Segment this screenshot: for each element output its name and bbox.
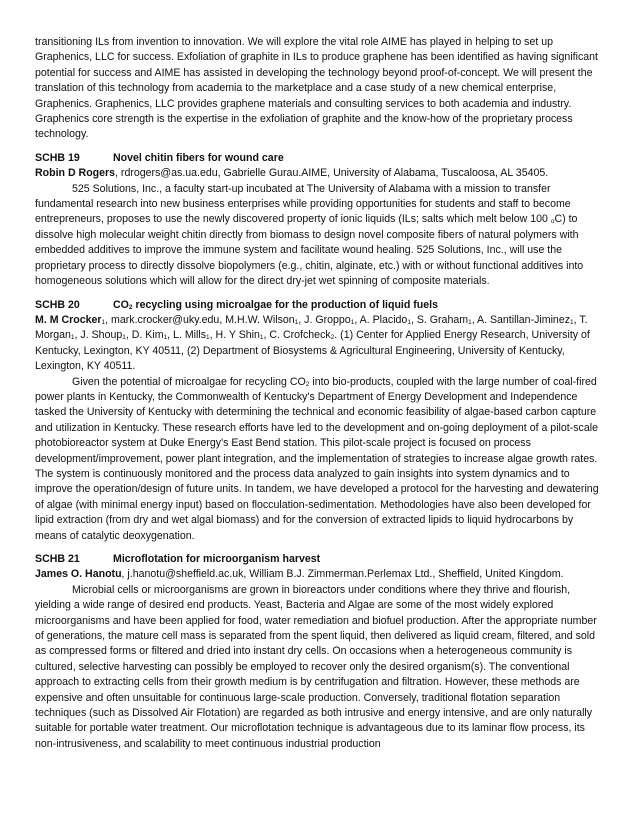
body-text: into bio-products, coupled with the large number of coal-fired power plants in Kentucky, the Commonwealth of Kentucky's Department of Energy Development and Independence tasked the University of Kentucky with determining the technical and economic feasibility of algae-based carbon capture and utilization in Kentucky. These research efforts have led to the development and on-going deployment of a pilot-scale photobioreactor system at Duke Energy's East Bend station. This pilot-scale project is focused on process development/improvement, power plant integration, and the implementation of strategies to increase algae growth rates. The system is continuously monitored and the process data analyzed to gain insights into system dynamics and to improve the operation/design of future units. In tandem, we have developed a protocol for the harvesting and dewatering of algae (with minimal energy input) based on flocculation-sedimentation. Methodologies have also been developed for lipid extraction (from dry and wet algal biomass) and for the conversion of extracted lipids to liquid hydrocarbons by means of catalytic deoxygenation. — [35, 375, 599, 542]
abstract-schb21 — [35, 552, 605, 752]
affiliation-mark: 1 — [163, 334, 168, 342]
author-details: , A. Santillan-Jiminez — [471, 313, 571, 326]
abstract-authors — [35, 567, 605, 582]
body-text: C) to dissolve high molecular weight chitin directly from biomass to design novel composite fibers of natural polymers with embedded additives to improve the immune system and facilitate wound healing. 525 Solutions, Inc., will use the proprietary process to directly dissolve biopolymers (e.g., chitin, alginate, etc.) with or without functional additives into homogeneous solutions which will allow for the direct dry-jet wet spinning of composite materials. — [35, 213, 584, 288]
subscript: 2 — [305, 380, 310, 388]
author-details: , A. Placido — [354, 313, 408, 326]
author-details: , H. Y Shin — [209, 329, 260, 342]
affiliation-mark: 1 — [70, 334, 75, 342]
abstract-heading — [35, 552, 605, 567]
spacer — [35, 143, 605, 151]
abstract-authors — [35, 313, 605, 375]
document-page — [35, 35, 605, 752]
author-details: , D. Kim — [125, 329, 164, 342]
author-details: , J. Groppo — [298, 313, 351, 326]
abstract-body: Microbial cells or microorganisms are grown in bioreactors under conditions where they thrive and flourish, yielding a wide range of desired end products. Yeast, Bacteria and Algae are some of the most widely explored microorganisms and have been applied for food, water remediation and biofuel production. After the appropriate number of generations, the mature cell mass is separated from the spent liquid, then delivered as liquid cream, filtered, and sold as compressed forms or filtered and dried into instant dry cells. On occasions when a heterogeneous community is cultured, selective harvesting can possibly be employed to recover only the desired organism(s). The conventional approach to extracting cells from their growth medium is by centrifugation and filtration. However, these methods are expensive and often unsuitable for continuous large-scale production. Conversely, traditional flotation separation techniques (such as Dissolved Air Flotation) are regarded as both intrusive and energy intensive, and are only naturally suitable for portable water treatment. Our microflotation technique is advantageous due to its laminar flow process, its non-intrusiveness, and scalability to meet continuous industrial production — [35, 583, 597, 750]
abstract-code: SCHB 20 — [35, 298, 80, 311]
abstract-authors — [35, 166, 605, 181]
affiliation-mark: 1 — [259, 334, 264, 342]
affiliation-mark: 1 — [570, 318, 574, 326]
author-details: , j.hanotu@sheffield.ac.uk, William B.J. Zimmerman.Perlemax Ltd., Sheffield, United Kingdom. — [121, 568, 564, 581]
affiliation-mark: 1 — [206, 334, 210, 342]
intro-paragraph: transitioning ILs from invention to innovation. We will explore the vital role AIME has played in helping to set up Graphenics, LLC for success. Exfoliation of graphite in ILs to produce graphene has been identified as having significant potential for success and AIME has assisted in developing the technology beyond proof-of-concept. We will present the translation of this technology from academia to the marketplace and a case study of a new chemical enterprise, Graphenics. Graphenics, LLC provides graphene materials and consulting services to both academia and industry. Graphenics core strength is the expertise in the exfoliation of graphite and the know-how of the proprietary process technology. — [35, 36, 598, 141]
affiliation-mark: 1 — [350, 318, 355, 326]
degree-mark: o — [550, 218, 555, 226]
abstract-title — [113, 298, 438, 313]
title-text: recycling using microalgae for the production of liquid fuels — [132, 298, 439, 311]
author-details: , L. Mills — [167, 329, 207, 342]
affiliation-mark: 2 — [330, 334, 335, 342]
author-details: , J. Shoup — [74, 329, 123, 342]
abstract-title: Microflotation for microorganism harvest — [113, 553, 321, 565]
affiliation-mark: 1 — [468, 318, 472, 326]
abstract-schb20 — [35, 298, 605, 545]
author-details: , rdrogers@as.ua.edu, Gabrielle Gurau.AIME, University of Alabama, Tuscaloosa, AL 35405. — [115, 167, 549, 180]
abstract-body — [35, 182, 605, 290]
body-text: Given the potential of microalgae for recycling CO — [72, 375, 306, 388]
author-details: , C. Crofcheck — [263, 329, 331, 342]
abstract-body — [35, 375, 605, 544]
affiliation-mark: 1 — [407, 318, 411, 326]
abstract-heading — [35, 298, 605, 313]
spacer — [35, 544, 605, 552]
abstract-code: SCHB 19 — [35, 151, 80, 164]
affiliation-mark: 1 — [294, 318, 299, 326]
spacer — [35, 290, 605, 298]
abstract-title: Novel chitin fibers for wound care — [113, 151, 284, 164]
author-details: , T. Morgan — [35, 313, 588, 342]
affiliation-mark: 1 — [122, 334, 126, 342]
presenting-author: Robin D Rogers — [35, 167, 116, 180]
presenting-author: M. M Crocker — [35, 313, 102, 326]
author-details: , S. Graham — [410, 313, 469, 326]
abstract-heading — [35, 151, 605, 166]
abstract-schb19 — [35, 151, 605, 290]
presenting-author: James O. Hanotu — [35, 568, 122, 581]
affiliation-mark: 1 — [101, 318, 106, 326]
subscript: 2 — [128, 303, 133, 311]
author-details: , mark.crocker@uky.edu, M.H.W. Wilson — [105, 313, 295, 326]
author-details: . (1) Center for Applied Energy Research, University of Kentucky, Lexington, KY 40511, (2) Department of Biosystems & Agricultural Engineering, University of Kentucky, Lexington, KY 40511. — [35, 329, 590, 373]
abstract-code: SCHB 21 — [35, 553, 80, 565]
body-text: 525 Solutions, Inc., a faculty start-up incubated at The University of Alabama with a mission to transfer fundamental research into new business enterprises while providing opportunities for students and staff to become entrepreneurs, proposes to use the newly discovered property of ionic liquids (ILs; salts which melt below 100 — [35, 182, 571, 226]
title-text: CO — [113, 298, 129, 311]
